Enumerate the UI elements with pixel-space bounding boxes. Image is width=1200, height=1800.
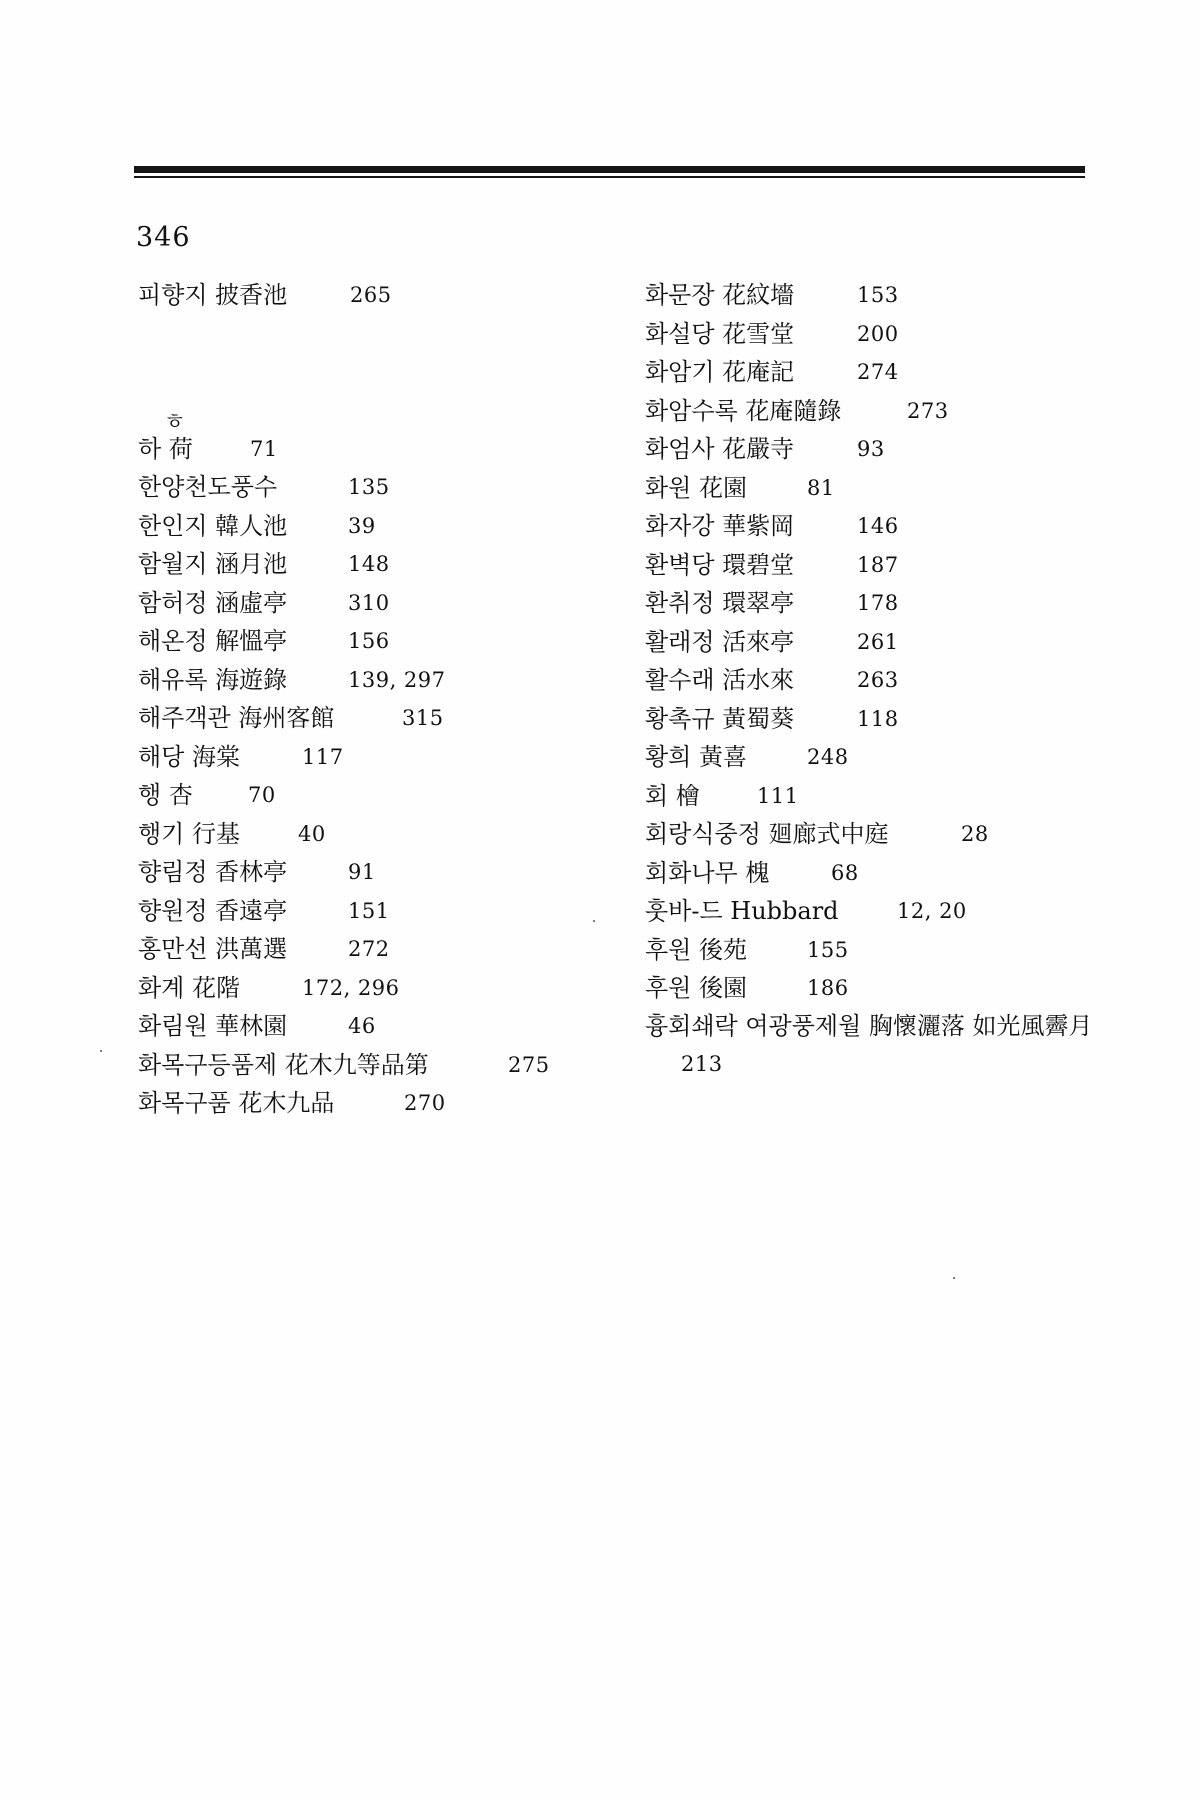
- index-term: 해당 海棠: [138, 742, 240, 771]
- index-pages: 91: [348, 860, 376, 884]
- index-entry: [645, 777, 1105, 816]
- index-term: 후원 後苑: [645, 935, 747, 964]
- index-term: 화엄사 花嚴寺: [645, 435, 795, 463]
- index-entry: [645, 738, 1105, 777]
- index-pages: 46: [348, 1014, 376, 1038]
- index-entry: [645, 700, 1105, 739]
- index-term: 훗바-드 Hubbard: [645, 897, 839, 925]
- index-entry: [645, 469, 1105, 508]
- index-pages: 263: [857, 668, 899, 692]
- index-pages: 68: [831, 860, 859, 885]
- index-entry: [138, 545, 598, 584]
- index-term: 화암수록 花庵隨錄: [645, 396, 842, 425]
- section-letter: ㅎ: [164, 409, 186, 435]
- index-entry: [138, 699, 598, 738]
- index-pages: 261: [857, 629, 899, 654]
- index-pages: 111: [757, 783, 799, 808]
- index-pages: 151: [348, 898, 390, 923]
- index-entry: [645, 546, 1105, 585]
- index-entry: [138, 1007, 598, 1046]
- index-entry: [645, 507, 1105, 546]
- index-term: 해유록 海遊錄: [138, 665, 288, 694]
- scan-speck: [593, 920, 595, 922]
- index-term: 화림원 華林園: [138, 1012, 288, 1040]
- index-term: 화계 花階: [138, 973, 240, 1002]
- scan-speck: [100, 1050, 102, 1052]
- index-term: 활수래 活水來: [645, 666, 795, 694]
- index-entry: [645, 892, 1105, 931]
- index-pages: 153: [857, 283, 899, 307]
- index-term: 흉회쇄락 여광풍제월 胸懷灑落 如光風霽月: [645, 1011, 1093, 1040]
- index-pages: 71: [250, 436, 278, 461]
- index-term: 화목구품 花木九品: [138, 1089, 335, 1117]
- index-pages: 93: [857, 437, 885, 461]
- index-pages: 187: [857, 552, 899, 577]
- index-pages: 265: [350, 283, 392, 307]
- index-pages: 148: [348, 552, 390, 576]
- index-entry-list-left: [138, 430, 598, 1123]
- index-pages: 155: [807, 937, 849, 962]
- index-term: 후원 後園: [645, 974, 747, 1002]
- index-term: 회화나무 槐: [645, 858, 770, 887]
- index-pages: 315: [402, 706, 444, 730]
- index-entry: [645, 584, 1105, 623]
- index-pages: 118: [857, 706, 899, 731]
- index-entry: [138, 584, 598, 623]
- index-entry: [138, 1084, 598, 1123]
- index-pages: 172, 296: [302, 975, 400, 1000]
- index-term: 함월지 涵月池: [138, 550, 288, 578]
- index-pages: 70: [248, 783, 276, 807]
- index-term: 화원 花園: [645, 473, 747, 502]
- index-entry: [645, 931, 1105, 970]
- index-pages: 178: [857, 591, 899, 615]
- index-term: 황희 黃喜: [645, 743, 747, 771]
- index-term: 피향지 披香池: [138, 281, 288, 309]
- index-term: 회 檜: [645, 781, 700, 810]
- index-entry: [138, 969, 598, 1008]
- index-pages: 272: [348, 937, 390, 961]
- index-pages: 156: [348, 629, 390, 653]
- index-pages: 310: [348, 590, 390, 615]
- index-entry: [138, 738, 598, 777]
- index-pages: 40: [298, 821, 326, 846]
- index-entry-list-right: [645, 276, 1105, 1008]
- index-pages: 275: [508, 1052, 550, 1077]
- index-entry: [645, 353, 1105, 392]
- index-pages: 135: [348, 475, 390, 499]
- index-pages: 28: [961, 822, 989, 846]
- index-pages: 139, 297: [348, 667, 446, 692]
- header-rule-thin: [134, 176, 1085, 178]
- index-entry: [645, 623, 1105, 662]
- header-rule-thick: [134, 166, 1085, 173]
- index-term: 행기 行基: [138, 819, 240, 848]
- index-entry: [645, 815, 1105, 854]
- index-term: 한양천도풍수: [138, 473, 278, 501]
- index-entry: [138, 853, 598, 892]
- index-term: 활래정 活來亭: [645, 627, 795, 656]
- index-entry: [138, 815, 598, 854]
- index-entry: [645, 430, 1105, 469]
- index-term: 하 荷: [138, 434, 193, 463]
- index-pages: 248: [807, 745, 849, 769]
- index-entry: [138, 892, 598, 931]
- index-term: 향원정 香遠亭: [138, 896, 288, 925]
- index-pages: 270: [404, 1091, 446, 1115]
- section-header: [138, 315, 598, 435]
- index-pages: 12, 20: [897, 899, 967, 923]
- index-entry: [645, 1008, 1095, 1083]
- index-term: 해온정 解慍亭: [138, 627, 288, 655]
- index-term: 화자강 華紫岡: [645, 512, 795, 540]
- index-entry: [138, 622, 598, 661]
- page-number: 346: [136, 222, 191, 253]
- index-pages: 186: [807, 976, 849, 1000]
- index-pages: 273: [907, 398, 949, 423]
- index-pages: 274: [857, 360, 899, 384]
- index-term: 화설당 花雪堂: [645, 319, 795, 348]
- index-entry: [138, 276, 598, 315]
- index-entry: [138, 430, 598, 469]
- index-entry: [645, 969, 1105, 1008]
- index-entry: [138, 507, 598, 546]
- index-entry: [138, 468, 598, 507]
- index-term: 황촉규 黃蜀葵: [645, 704, 795, 733]
- index-pages: 117: [302, 744, 344, 769]
- index-pages: 200: [857, 321, 899, 346]
- index-column-left: [138, 276, 598, 1123]
- index-entry: [645, 392, 1105, 431]
- index-entry: [138, 1046, 598, 1085]
- index-term: 회랑식중정 廻廊式中庭: [645, 820, 889, 848]
- index-term: 홍만선 洪萬選: [138, 935, 288, 963]
- index-term: 화문장 花紋墻: [645, 281, 795, 309]
- index-pages: 81: [807, 475, 835, 500]
- index-term: 행 杏: [138, 781, 193, 809]
- index-term: 환취정 環翠亭: [645, 589, 795, 617]
- index-pages: 213: [681, 1051, 723, 1076]
- index-term: 화암기 花庵記: [645, 358, 795, 386]
- index-entry: [645, 661, 1105, 700]
- index-entry: [645, 854, 1105, 893]
- index-entry: [138, 776, 598, 815]
- index-term: 화목구등품제 花木九等品第: [138, 1050, 429, 1079]
- index-entry: [645, 315, 1105, 354]
- index-entry: [138, 930, 598, 969]
- scan-speck: [953, 1277, 955, 1279]
- index-term: 함허정 涵虛亭: [138, 588, 288, 617]
- index-entry: [138, 661, 598, 700]
- index-term: 해주객관 海州客館: [138, 704, 335, 732]
- index-term: 향림정 香林亭: [138, 858, 288, 886]
- index-term: 한인지 韓人池: [138, 511, 288, 540]
- index-pages: 39: [348, 513, 376, 538]
- index-pages: 146: [857, 514, 899, 538]
- index-column-right: [645, 276, 1105, 1083]
- index-term: 환벽당 環碧堂: [645, 550, 795, 579]
- index-entry: [645, 276, 1105, 315]
